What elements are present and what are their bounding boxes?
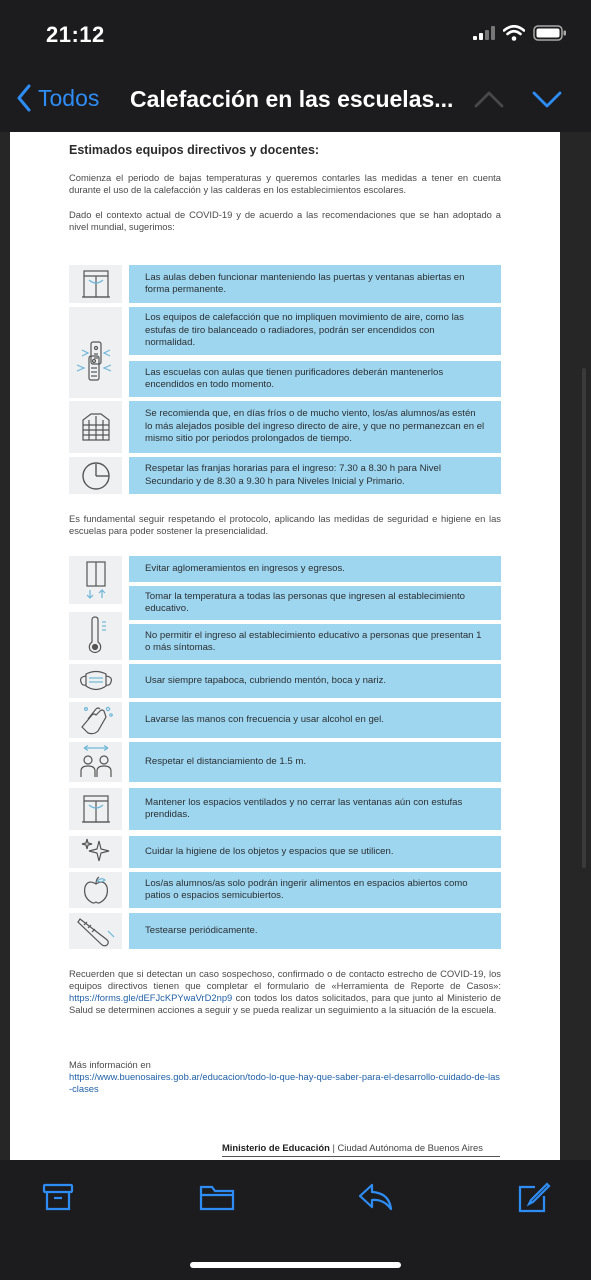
clock-icon [69,457,122,494]
battery-icon [533,25,567,41]
list-item [69,788,501,830]
home-indicator[interactable] [190,1262,401,1268]
intro-paragraph: Comienza el periodo de bajas temperaturas y queremos contarles las medidas a tener en cuenta durante el uso de la calefacción y las calderas en los establecimientos escolares. [69,172,501,195]
hand-wash-icon [69,702,122,738]
row-text: Las escuelas con aulas que tienen purificadores deberán mantenerlos encendidos en todo momento. [129,361,501,397]
list-item [69,556,501,582]
window-icon [69,788,122,830]
status-icons [473,25,567,41]
back-button[interactable] [16,84,99,112]
closing-text-start: Recuerden que si detectan un caso sospechoso, confirmado o de contacto estrecho de COVID-19, los equipos directivos tienen que completar el formulario de «Herramienta de Reporte de Casos»: [69,968,501,991]
compose-button[interactable] [517,1182,551,1219]
previous-message-button[interactable] [474,86,504,117]
reply-button[interactable] [358,1182,394,1217]
message-subject: Calefacción en las escuelas... [130,86,454,112]
reply-icon [358,1182,394,1212]
chevron-down-icon [532,86,562,112]
report-form-link[interactable]: https://forms.gle/dEFJcKPYwaVrD2np9 [69,992,233,1003]
archive-button[interactable] [42,1182,74,1217]
chevron-up-icon [474,86,504,112]
more-info-block [69,1059,501,1095]
closing-text-end: con todos los datos solicitados, para que junto al Ministerio de Salud se determinen acciones a seguir y se pueda realizar un seguimiento a la situación de la escuela. [69,992,501,1015]
chevron-left-icon [16,84,32,112]
row-text: Testearse periódicamente. [129,913,501,949]
row-text: Mantener los espacios ventilados y no cerrar las ventanas aún con estufas prendidas. [129,788,501,830]
row-text: Respetar el distanciamiento de 1.5 m. [129,742,501,782]
document-page [10,132,560,1160]
footer-ministry: Ministerio de Educación [222,1142,330,1153]
list-item [69,457,501,494]
status-time: 21:12 [46,22,105,47]
row-text: No permitir el ingreso al establecimiento educativo a personas que presentan 1 o más síntomas. [129,624,501,660]
sparkles-icon [69,836,122,868]
protocol-paragraph: Es fundamental seguir respetando el protocolo, aplicando las medidas de seguridad e higiene en las escuelas para poder sostener la presencialidad. [69,513,501,536]
move-to-folder-button[interactable] [199,1182,235,1217]
list-item [69,836,501,868]
row-text: Usar siempre tapaboca, cubriendo mentón, boca y nariz. [129,664,501,698]
test-tube-icon [69,913,122,949]
footer-separator: | [332,1142,335,1153]
row-text: Se recomienda que, en días fríos o de mucho viento, los/as alumnos/as estén lo más alejados posible del ingreso directo de aire, y que no permanezcan en el mismo sitio por periodos prolongados de tiempo. [129,401,501,453]
row-text: Las aulas deben funcionar manteniendo las puertas y ventanas abiertas en forma permanente. [129,265,501,303]
message-body[interactable] [0,132,591,1160]
next-message-button[interactable] [532,86,562,117]
more-info-label: Más información en [69,1059,151,1070]
list-item [69,361,501,397]
status-bar [0,0,591,70]
row-text: Tomar la temperatura a todas las personas que ingresen al establecimiento educativo. [129,586,501,620]
row-text: Evitar aglomeramientos en ingresos y egresos. [129,556,501,582]
list-item [69,265,501,303]
list-item [69,872,501,908]
list-item [69,307,501,355]
row-text: Los equipos de calefacción que no impliquen movimiento de aire, como las estufas de tiro balanceado o radiadores, podrán ser encendidos con normalidad. [129,307,501,355]
list-item [69,624,501,660]
list-item [69,742,501,782]
more-info-link[interactable]: https://www.buenosaires.gob.ar/educacion/todo-lo-que-hay-que-saber-para-el-desarrollo-cuidado-de-las-clases [69,1071,500,1094]
toolbar [0,1160,591,1280]
row-text: Cuidar la higiene de los objetos y espacios que se utilicen. [129,836,501,868]
list-item [69,401,501,453]
signal-icon [473,26,495,40]
scrollbar[interactable] [582,368,586,868]
archive-icon [42,1182,74,1212]
list-item [69,702,501,738]
wifi-icon [503,25,525,41]
footer [222,1142,483,1153]
row-text: Lavarse las manos con frecuencia y usar alcohol en gel. [129,702,501,738]
greeting-heading: Estimados equipos directivos y docentes: [69,143,320,157]
window-icon [69,265,122,303]
air-purifier-icon [74,352,114,386]
context-paragraph: Dado el contexto actual de COVID-19 y de acuerdo a las recomendaciones que se han adoptado a nivel mundial, sugerimos: [69,209,501,232]
back-label: Todos [38,84,100,111]
list-item [69,586,501,620]
compose-icon [517,1182,551,1214]
apple-icon [69,872,122,908]
row-text: Respetar las franjas horarias para el ingreso: 7.30 a 8.30 h para Nivel Secundario y de 8.30 a 9.30 h para Niveles Inicial y Primario. [129,457,501,494]
closing-paragraph [69,968,501,1016]
distancing-icon [69,742,122,782]
folder-icon [199,1182,235,1212]
list-item [69,913,501,949]
face-mask-icon [69,664,122,698]
list-item [69,664,501,698]
jacket-icon [69,401,122,453]
nav-bar [0,70,591,132]
row-text: Los/as alumnos/as solo podrán ingerir alimentos en espacios abiertos como patios o espacios semicubiertos. [129,872,501,908]
footer-city: Ciudad Autónoma de Buenos Aires [337,1142,483,1153]
footer-rule [222,1156,500,1157]
